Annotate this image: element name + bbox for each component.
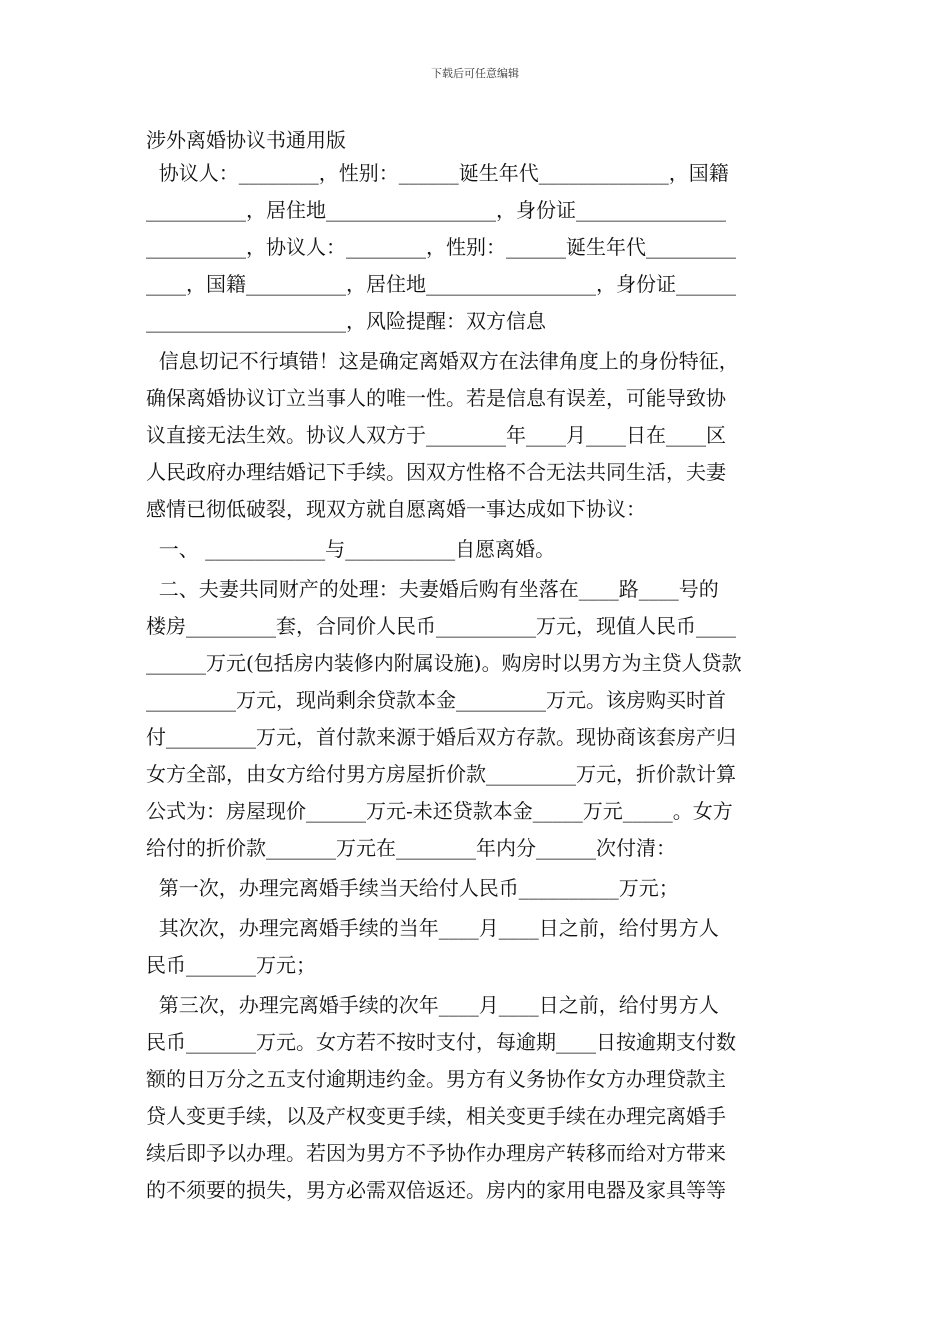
page-header: 下载后可任意编辑 (431, 67, 519, 80)
text-line: 续后即予以办理。若因为男方不予协作办理房产转移而给对方带来 (146, 1141, 726, 1165)
document-body (146, 155, 806, 1209)
text-line: 信息切记不行填错！这是确定离婚双方在法律角度上的身份特征， (146, 349, 739, 373)
text-line: 的不须要的损失，男方必需双倍返还。房内的家用电器及家具等等 (146, 1178, 726, 1202)
text-line: 第三次，办理完离婚手续的次年____月____日之前，给付男方人 (146, 993, 719, 1017)
text-line: 给付的折价款_______万元在________年内分______次付清： (146, 836, 676, 860)
text-line: 女方全部，由女方给付男方房屋折价款_________万元，折价款计算 (146, 762, 736, 786)
text-line: 付_________万元，首付款来源于婚后双方存款。现协商该套房产归 (146, 725, 736, 749)
text-line: __________，协议人：________，性别：______诞生年代_________ (146, 235, 736, 259)
text-line: __________，居住地_________________，身份证_______________ (146, 198, 726, 222)
text-line: 感情已彻低破裂，现双方就自愿离婚一事达成如下协议： (146, 497, 646, 521)
text-line: ____________________，风险提醒：双方信息 (146, 309, 546, 333)
text-line: 确保离婚协议订立当事人的唯一性。若是信息有误差，可能导致协 (146, 386, 726, 410)
text-line: 第一次，办理完离婚手续当天给付人民币__________万元； (146, 876, 679, 900)
text-line: ____，国籍__________，居住地_________________，身份证______ (146, 272, 736, 296)
text-line: _________万元，现尚剩余贷款本金_________万元。该房购买时首 (146, 688, 726, 712)
text-line: ______万元(包括房内装修内附属设施)。购房时以男方为主贷人贷款 (146, 651, 742, 675)
text-line: 民币_______万元。女方若不按时支付，每逾期____日按逾期支付数 (146, 1030, 736, 1054)
text-line: 协议人：________，性别：______诞生年代_____________，国籍 (146, 161, 729, 185)
text-line: 额的日万分之五支付逾期违约金。男方有义务协作女方办理贷款主 (146, 1067, 726, 1091)
text-line: 人民政府办理结婚记下手续。因双方性格不合无法共同生活，夫妻 (146, 460, 726, 484)
text-line: 贷人变更手续，以及产权变更手续，相关变更手续在办理完离婚手 (146, 1104, 726, 1128)
text-line: 议直接无法生效。协议人双方于________年____月____日在____区 (146, 423, 726, 447)
text-line: 二、夫妻共同财产的处理：夫妻婚后购有坐落在____路____号的 (146, 577, 719, 601)
text-line: 民币_______万元； (146, 953, 316, 977)
text-line: 其次次，办理完离婚手续的当年____月____日之前，给付男方人 (146, 916, 719, 940)
text-line: 公式为：房屋现价______万元-未还贷款本金_____万元_____。女方 (146, 799, 733, 823)
text-line: 楼房_________套，合同价人民币__________万元，现值人民币____ (146, 614, 736, 638)
text-line: 一、 ____________与___________自愿离婚。 (146, 537, 556, 561)
document-title: 涉外离婚协议书通用版 (146, 128, 346, 152)
